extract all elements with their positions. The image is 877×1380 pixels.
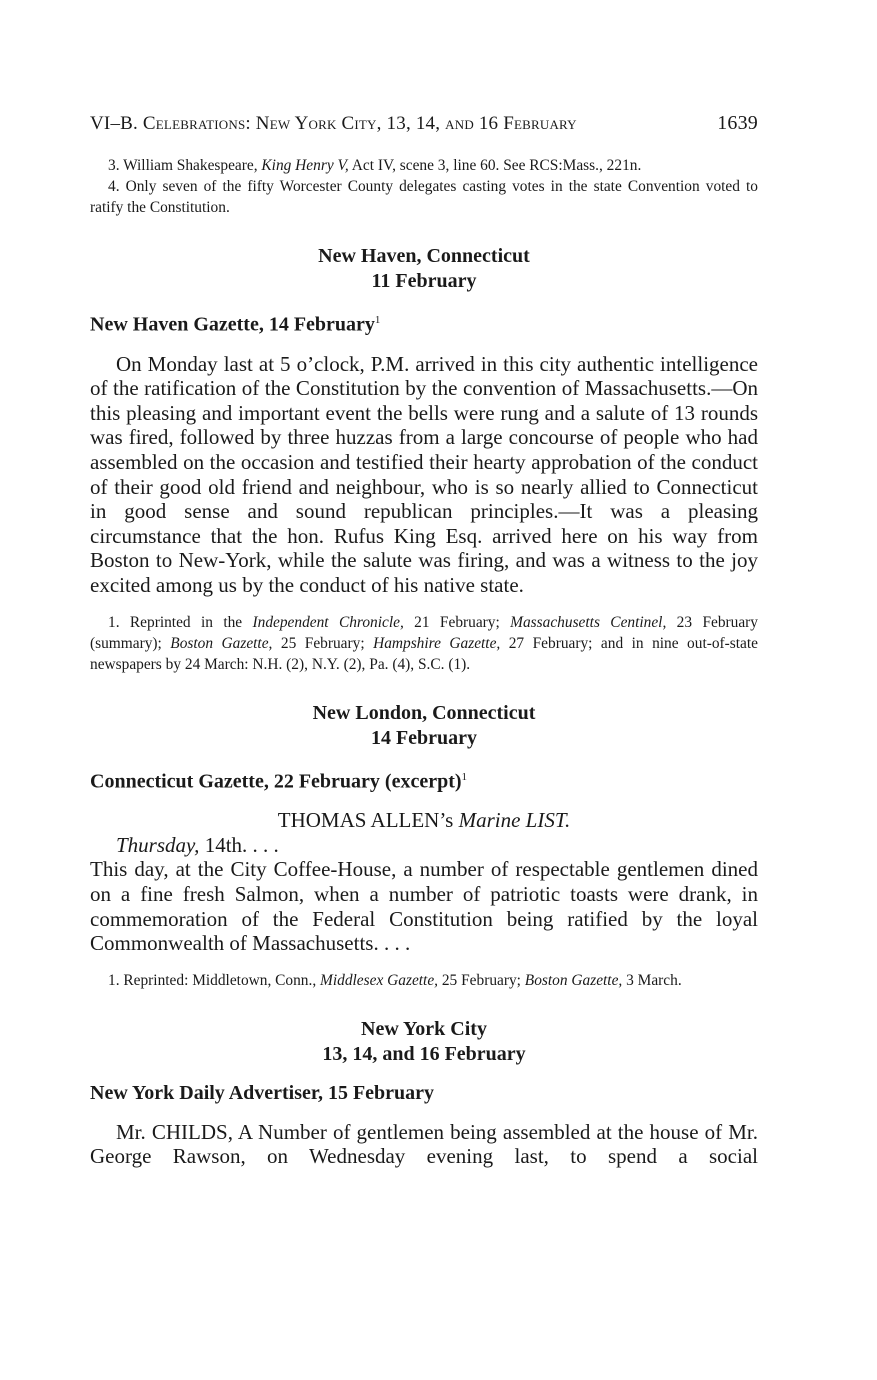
document-title: Connecticut Gazette, 22 February (excerpt)$^1$ <box>90 770 468 793</box>
document-footnote <box>90 970 758 991</box>
document-footnote <box>90 612 758 675</box>
section-date: 11 February <box>371 270 477 292</box>
page <box>90 112 758 1169</box>
section-date: 14 February <box>370 726 478 749</box>
marine-list-heading: THOMAS ALLEN’s Marine LIST. <box>277 808 571 833</box>
running-head-title: VI–B. Celebrations: New York City, 13, 14, and 16 February <box>90 113 577 134</box>
document-body: Thursday, 14th. . . . This day, at the City Coffee-House, a number of respectable gentlemen dined on a fine fresh Salmon, when a number of patriotic toasts were drank, in commemoration of the Federal Constitution being ratified by the loyal Commonwealth of Massachusetts. . . . <box>90 832 758 956</box>
footnote-text: 1. Reprinted in the Independent Chronicle, 21 February; Massachusetts Centinel, 23 February (summary); Boston Gazette, 25 February; Hampshire Gazette, 27 February; and in nine out-of-state newspapers by 24 March: N.H. (2), N.Y. (2), Pa. (4), S.C. (1). <box>90 613 759 673</box>
section-heading <box>90 1017 758 1067</box>
section-heading <box>90 244 758 294</box>
document-title: New York Daily Advertiser, 15 February <box>90 1081 435 1104</box>
document-body: Mr. CHILDS, A Number of gentlemen being assembled at the house of Mr. George Rawson, on Wednesday evening last, to spend a social <box>90 1119 758 1169</box>
document-body: On Monday last at 5 o’clock, P.M. arrived in this city authentic intelligence of the ratification of the Constitution by the convention of Massachusetts.—On this pleasing and important event the bells were rung and a salute of 13 rounds was fired, followed by three huzzas from a large concourse of people who had assembled on the occasion and testified their hearty approbation of the conduct of their good old friend and neighbour, who is so nearly allied to Connecticut in good sense and sound republican principles.—It was a pleasing circumstance that the hon. Rufus King Esq. arrived here on his way from Boston to New-York, while the salute was firing, and was a witness to the joy excited among us by the conduct of his native state. <box>90 351 758 597</box>
page-number: 1639 <box>717 112 758 134</box>
running-head <box>90 112 758 135</box>
section-place: New London, Connecticut <box>312 701 536 724</box>
document-title: New Haven Gazette, 14 February$^1$ <box>90 313 381 336</box>
dateline: Thursday, 14th. . . . <box>116 832 279 857</box>
footnote-3: 3. William Shakespeare, King Henry V, Act IV, scene 3, line 60. See RCS:Mass., 221n. <box>108 157 642 174</box>
top-footnotes <box>90 155 758 218</box>
section-place: New York City <box>361 1017 487 1040</box>
section-date: 13, 14, and 16 February <box>322 1042 526 1065</box>
section-heading <box>90 701 758 751</box>
footnote-text: 1. Reprinted: Middletown, Conn., Middlesex Gazette, 25 February; Boston Gazette, 3 March. <box>108 971 682 989</box>
section-place: New Haven, Connecticut <box>318 245 530 267</box>
footnote-4: 4. Only seven of the fifty Worcester County delegates casting votes in the state Convention voted to ratify the Constitution. <box>90 178 758 216</box>
